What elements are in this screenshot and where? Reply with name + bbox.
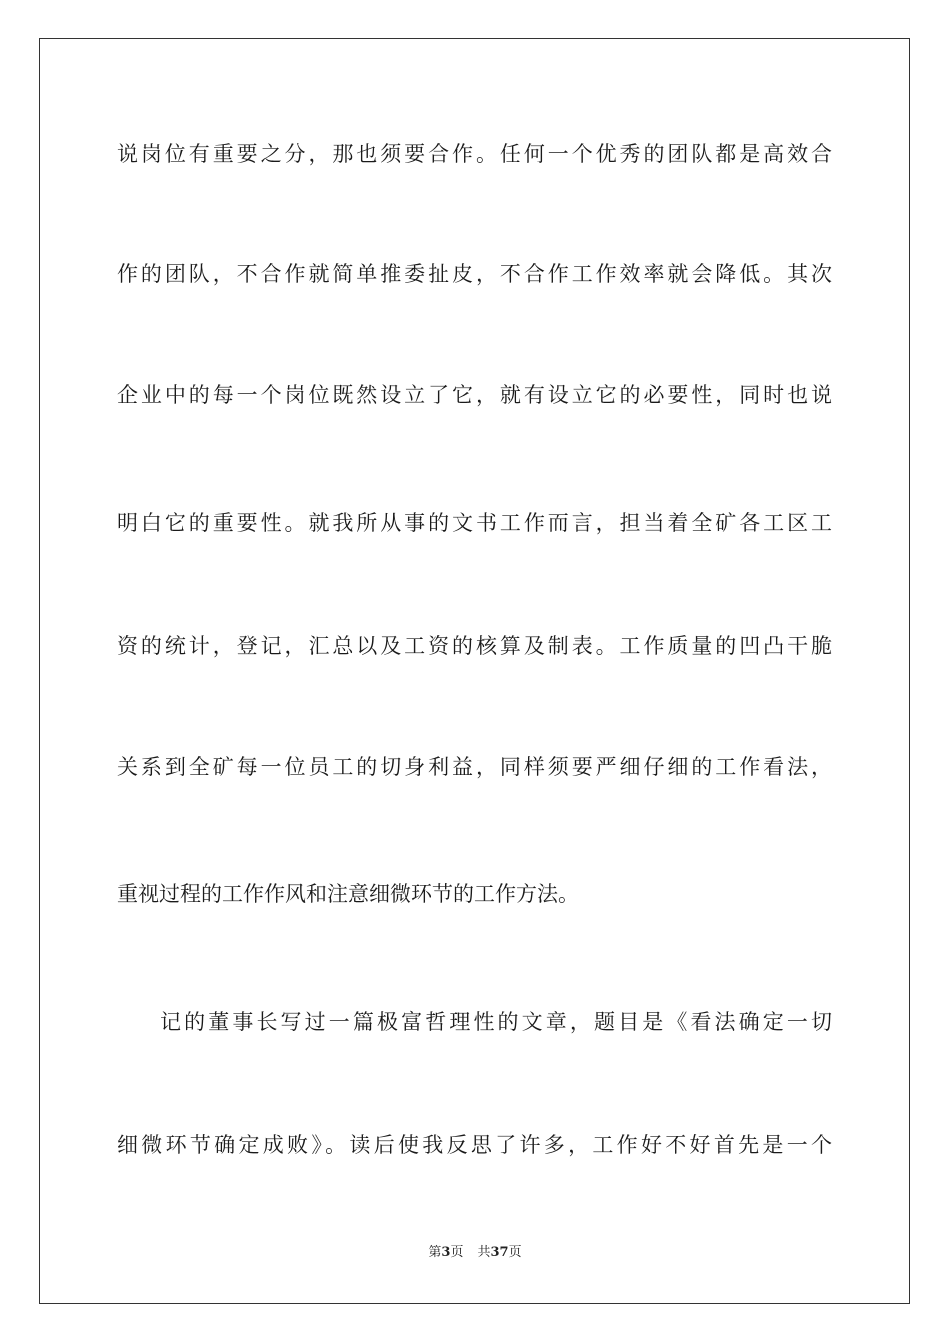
page-suffix: 页 — [450, 1245, 464, 1260]
total-suffix: 页 — [508, 1245, 522, 1260]
text-line-6: 关系到全矿每一位员工的切身利益，同样须要严细仔细的工作看法， — [117, 755, 832, 779]
text-line-1: 说岗位有重要之分，那也须要合作。任何一个优秀的团队都是高效合 — [117, 142, 832, 166]
total-pages: 37 — [490, 1245, 509, 1260]
page-prefix: 第 — [428, 1245, 442, 1260]
text-line-7: 重视过程的工作作风和注意细微环节的工作方法。 — [117, 882, 579, 906]
text-line-4: 明白它的重要性。就我所从事的文书工作而言，担当着全矿各工区工 — [117, 511, 832, 535]
total-prefix: 共 — [477, 1245, 491, 1260]
page-footer — [0, 1244, 950, 1262]
text-line-3: 企业中的每一个岗位既然设立了它，就有设立它的必要性，同时也说 — [117, 383, 832, 407]
text-line-2: 作的团队，不合作就简单推委扯皮，不合作工作效率就会降低。其次 — [117, 262, 832, 286]
text-line-8: 记的董事长写过一篇极富哲理性的文章，题目是《看法确定一切 — [160, 1010, 832, 1034]
text-line-5: 资的统计，登记，汇总以及工资的核算及制表。工作质量的凹凸干脆 — [117, 634, 832, 658]
page-border — [39, 38, 910, 1304]
page-number: 3 — [441, 1245, 451, 1260]
text-line-9: 细微环节确定成败》。读后使我反思了许多，工作好不好首先是一个 — [117, 1133, 832, 1157]
